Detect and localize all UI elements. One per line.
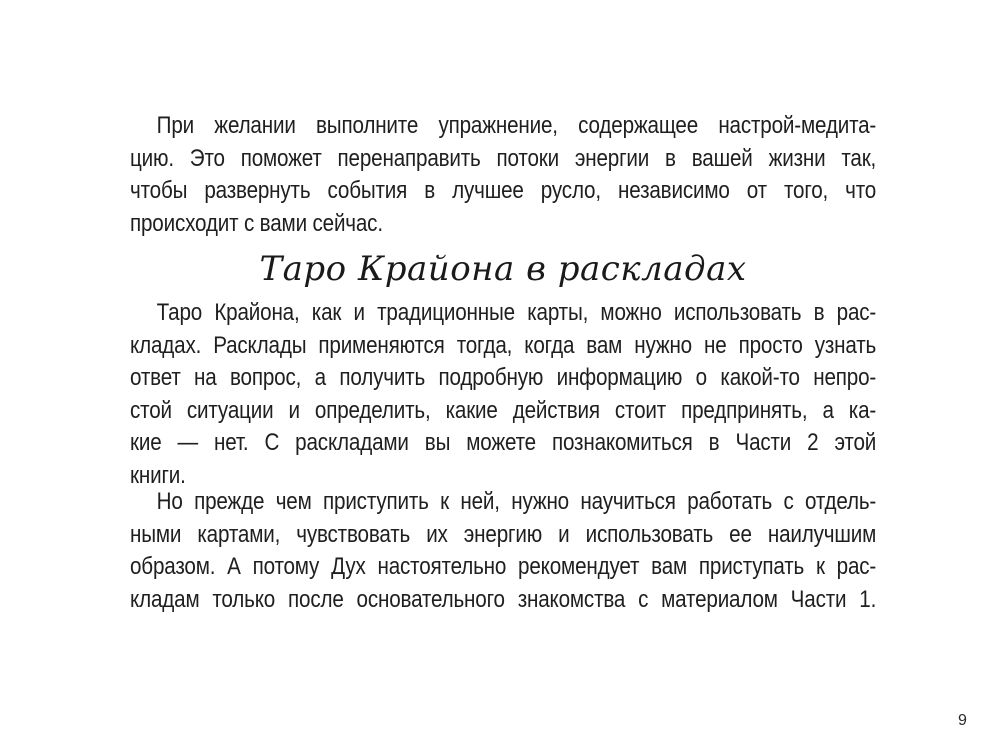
- section-heading: Таро Крайона в раскладах: [259, 249, 747, 289]
- text-line: стой ситуации и определить, какие действия стоит предпринять, а ка-: [130, 396, 877, 424]
- paragraph-3: [130, 486, 876, 616]
- text-line: кие — нет. С раскладами вы можете познакомиться в Части 2 этой: [130, 429, 877, 457]
- text-line: кладам только после основательного знакомства с материалом Части 1.: [130, 585, 877, 613]
- text-line: кладах. Расклады применяются тогда, когда вам нужно не просто узнать: [130, 331, 877, 359]
- text-line: ответ на вопрос, а получить подробную информацию о какой-то непро-: [130, 364, 877, 392]
- text-line: Но прежде чем приступить к ней, нужно научиться работать с отдель-: [156, 488, 877, 515]
- text-line: При желании выполните упражнение, содержащее настрой-медита-: [156, 112, 877, 139]
- page-number: 9: [958, 712, 967, 729]
- paragraph-intro: [130, 110, 876, 240]
- text-line: цию. Это поможет перенаправить потоки энергии в вашей жизни так,: [130, 144, 877, 172]
- paragraph-2: [130, 297, 876, 493]
- text-line: книги.: [130, 461, 186, 489]
- text-line: Таро Крайона, как и традиционные карты, можно использовать в рас-: [156, 299, 877, 326]
- text-line: образом. А потому Дух настоятельно рекомендует вам приступать к рас-: [130, 553, 877, 581]
- text-line: ными картами, чувствовать их энергию и использовать ее наилучшим: [130, 520, 877, 548]
- text-line: чтобы развернуть события в лучшее русло, независимо от того, что: [130, 177, 877, 205]
- text-line: происходит с вами сейчас.: [130, 209, 383, 237]
